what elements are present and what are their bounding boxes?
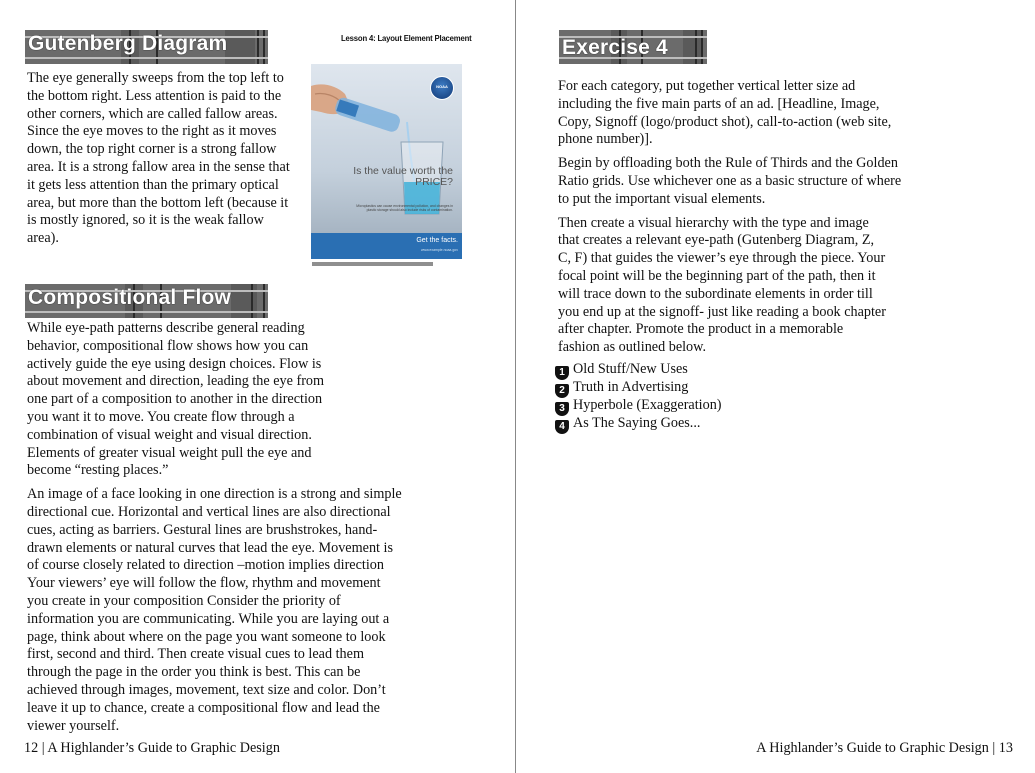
paragraph: For each category, put together vertical letter size ad including the five main parts of an ad. [Headline, Image, Copy, Signoff (logo/product shot), call-to-action (web site, phone number)]. (558, 78, 892, 148)
section-banner-gutenberg (25, 30, 268, 64)
gutenberg-paragraph (27, 70, 299, 254)
list-item: 1 Old Stuff/New Uses (555, 360, 722, 378)
number-badge-icon: 2 (555, 384, 569, 398)
noaa-logo: NOAA (430, 76, 454, 100)
number-badge-icon: 3 (555, 402, 569, 416)
page-divider (515, 0, 516, 773)
section-banner-exercise (559, 30, 707, 64)
poster-footer-bar (311, 233, 462, 259)
section-title: Gutenberg Diagram (28, 32, 228, 55)
number-badge-icon: 1 (555, 366, 569, 380)
poster-small-text: www.example.noaa.gov (421, 248, 458, 252)
flow-text (27, 320, 405, 741)
page-footer-right: A Highlander’s Guide to Graphic Design | 13 (756, 740, 1013, 756)
paragraph: An image of a face looking in one direction is a strong and simple directional cue. Horizontal and vertical lines are also directional cues, acting as barriers. Gestural lines are brushstrokes, hand-drawn elements or natural curves that lead the eye. Movement is of course closely related to direction –motion implies direction Your viewers’ eye will follow the flow, rhythm and movement you create in your composition Consider the priority of information you are communicating. While you are laying out a page, think about where on the page you want someone to look first, second and third. Then create visual cues to lead them through the page in the order you think is best. This can be achieved through images, movement, text size and color. Don’t leave it up to chance, create a compositional flow and lead the viewer yourself. (27, 486, 402, 734)
poster-tagline: Get the facts. (416, 237, 458, 244)
number-badge-icon: 4 (555, 420, 569, 434)
list-item: 3 Hyperbole (Exaggeration) (555, 396, 722, 414)
page-footer-left: 12 | A Highlander’s Guide to Graphic Design (24, 740, 280, 756)
section-banner-flow (25, 284, 268, 318)
exercise-text (558, 78, 903, 363)
paragraph: The eye generally sweeps from the top left to the bottom right. Less attention is paid to the other corners, which are called fallow areas. Since the eye moves to the right as it moves down, the top right corner is a strong fallow area. It is a strong fallow area in the sense that it gets less attention than the primary optical area, but more than the bottom left (because it is mostly ignored, so it is the weak fallow area). (27, 70, 290, 247)
paragraph: Begin by offloading both the Rule of Thirds and the Golden Ratio grids. Use whichever one as a basic structure of where to put the important visual elements. (558, 155, 902, 207)
poster-shadow (312, 262, 433, 266)
list-item: 4 As The Saying Goes... (555, 414, 722, 432)
section-title: Compositional Flow (28, 286, 232, 309)
paragraph: Then create a visual hierarchy with the type and image that creates a relevant eye-path (Gutenberg Diagram, Z, C, F) that guides the viewer’s eye through the piece. Your focal point will be the beginning part of the path, then it will trace down to the subordinate elements in order till you end up at the signoff- just like reading a book chapter after chapter. Promote the product in a memorable fashion as outlined below. (558, 214, 886, 356)
poster-fine-print: Microplastics can cause environmental pollution, and changes in plastic storage should also include risks of contamination. (356, 204, 453, 212)
poster-image (311, 64, 462, 259)
category-list (555, 360, 722, 432)
poster-headline: Is the value worth the PRICE? (353, 165, 453, 188)
section-title: Exercise 4 (562, 36, 668, 59)
list-item: 2 Truth in Advertising (555, 378, 722, 396)
lesson-label: Lesson 4: Layout Element Placement (341, 33, 472, 43)
paragraph: While eye-path patterns describe general reading behavior, compositional flow shows how you can actively guide the eye using design choices. Flow is about movement and direction, leading the eye from one part of a composition to another in the direction you want it to move. You create flow through a combination of visual weight and visual direction. Elements of greater visual weight pull the eye and become “resting places.” (27, 320, 325, 479)
